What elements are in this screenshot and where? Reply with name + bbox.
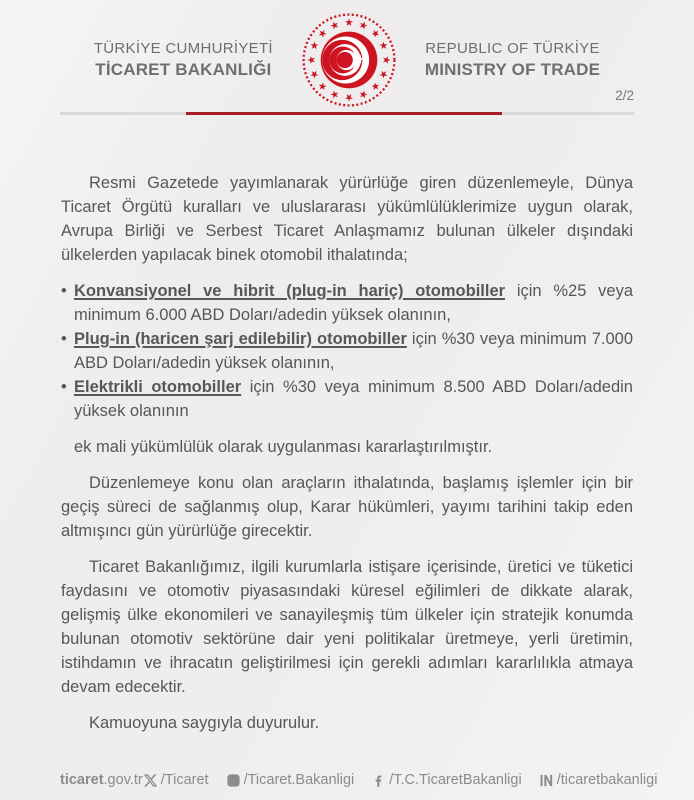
policy-paragraph: Ticaret Bakanlığımız, ilgili kurumlarla istişare içerisinde, üretici ve tüketici faydasını ve otomotiv piyasasındaki küresel eğilimleri de dikkate alarak, gelişmiş ülke ekonomileri ve sanayileşmiş tüm ülkeler için stratejik konumda bulunan otomotiv sektörüne dair yeni politikalar üretmeye, yerli üretimin, istihdamın ve ihracatın geliştirilmesi için gerekli adımları kararlılıkla atmaya devam edecektir.	[61, 558, 633, 696]
social-handle: /Ticaret	[160, 772, 209, 788]
social-handle: /ticaretbakanligi	[556, 772, 658, 788]
bullet-lead-plugin: Plug-in (haricen şarj edilebilir) otomobiller	[74, 330, 407, 348]
social-item-instagram[interactable]	[226, 772, 355, 788]
facebook-icon	[371, 773, 386, 788]
transition-paragraph: Düzenlemeye konu olan araçların ithalatında, başlamış işlemler için bir geçiş süreci de sağlanmış olup, Karar hükümleri, yayımı tarihini takip eden altmışıncı gün yürürlüğe girecektir.	[61, 474, 633, 540]
instagram-icon	[226, 773, 241, 788]
bullet-lead-conventional: Konvansiyonel ve hibrit (plug-in hariç) otomobiller	[74, 282, 506, 300]
tariff-bullet-list	[74, 279, 633, 423]
bullet-rest-electric: için %30 veya minimum 8.500 ABD Doları/adedin yüksek olanının	[74, 378, 633, 420]
social-handle: /Ticaret.Bakanligi	[243, 772, 355, 788]
x-twitter-icon	[143, 773, 158, 788]
bullet-item-electric	[74, 375, 633, 423]
republic-label-tr: TÜRKİYE CUMHURİYETİ	[93, 40, 273, 57]
bullet-rest-plugin: için %30 veya minimum 7.000 ABD Doları/adedin yüksek olanının,	[74, 330, 634, 372]
announcement-body	[61, 116, 633, 735]
ministry-name-english	[425, 40, 600, 80]
header-divider	[60, 112, 634, 115]
intro-paragraph: Resmi Gazetede yayımlanarak yürürlüğe giren düzenlemeyle, Dünya Ticaret Örgütü kuralları ve uluslararası yükümlülüklerimize uygun olarak, Avrupa Birliği ve Serbest Ticaret Anlaşmamız bulunan ülkeler dışındaki ülkelerden yapılacak binek otomobil ithalatında;	[61, 174, 633, 264]
ministry-of-trade-emblem-icon	[301, 12, 397, 108]
website-bold: ticaret	[60, 772, 104, 788]
ministry-label-tr: TİCARET BAKANLIĞI	[95, 59, 272, 79]
header-divider-red-segment	[186, 112, 502, 115]
social-item-nsosyal[interactable]	[539, 772, 658, 788]
website-link[interactable]	[60, 772, 143, 788]
social-item-x[interactable]	[143, 772, 209, 788]
nsosyal-icon	[539, 773, 554, 788]
ministry-header	[0, 12, 694, 108]
ministry-name-turkish	[94, 40, 273, 80]
social-links	[143, 772, 658, 788]
republic-label-en: REPUBLIC OF TÜRKİYE	[425, 40, 600, 57]
bullet-item-plugin	[74, 327, 633, 375]
ministry-label-en: MINISTRY OF TRADE	[424, 59, 601, 79]
after-bullets-line: ek mali yükümlülük olarak uygulanması kararlaştırılmıştır.	[74, 438, 493, 456]
closing-line: Kamuoyuna saygıyla duyurulur.	[89, 714, 320, 732]
website-rest: .gov.tr	[103, 772, 143, 788]
social-handle: /T.C.TicaretBakanligi	[389, 772, 522, 788]
social-item-facebook[interactable]	[371, 772, 521, 788]
bullet-lead-electric: Elektrikli otomobiller	[74, 378, 242, 396]
footer-bar	[60, 772, 658, 788]
bullet-item-conventional-hybrid	[74, 279, 633, 327]
page-indicator: 2/2	[615, 88, 634, 103]
bullet-rest-conventional: için %25 veya minimum 6.000 ABD Doları/adedin yüksek olanının,	[74, 282, 633, 324]
